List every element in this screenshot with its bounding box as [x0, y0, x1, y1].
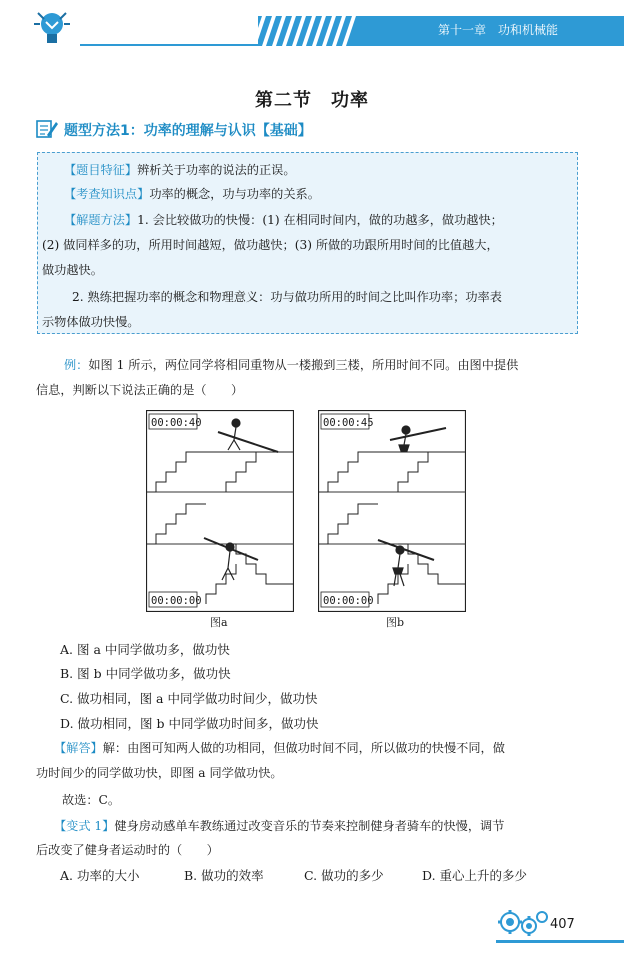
variant-option-d: D. 重心上升的多少: [422, 868, 528, 883]
variant-option-c: C. 做功的多少: [304, 868, 384, 883]
variant-option-b: B. 做功的效率: [184, 868, 264, 883]
gears-icon: [496, 904, 552, 944]
knowledge-text: 功率的概念，功与功率的关系。: [149, 187, 320, 201]
option-b: B. 图 b 中同学做功多，做功快: [60, 666, 231, 681]
answer-tag: 【解答】: [54, 741, 103, 755]
variant-option-a: A. 功率的大小: [60, 868, 140, 883]
option-a: A. 图 a 中同学做功多，做功快: [60, 642, 230, 657]
footer-rule: [496, 940, 624, 943]
box-method-line4: 2. 熟练把握功率的概念和物理意义：功与做功所用的时间之比叫作功率；功率表: [72, 290, 502, 304]
box-feature: [64, 158, 296, 182]
chapter-title: 第十一章 功和机械能: [438, 23, 559, 37]
figure-b-bottom-timer: 00:00:00: [323, 595, 374, 607]
box-method-line5: 示物体做功快慢。: [42, 315, 140, 329]
figure-a-bottom-timer: 00:00:00: [151, 595, 202, 607]
answer-text-1: 解：由图可知两人做的功相同，但做功时间不同，所以做功的快慢不同，做: [102, 741, 505, 755]
figure-a-top-timer: 00:00:40: [151, 417, 202, 429]
feature-text: 辨析关于功率的说法的正误。: [137, 163, 296, 177]
notepad-pen-icon: [35, 118, 59, 140]
option-c: C. 做功相同，图 a 中同学做功时间少，做功快: [60, 691, 318, 706]
box-method-line3: 做功越快。: [42, 263, 103, 277]
answer-line1: [54, 736, 505, 760]
figure-b-top-timer: 00:00:45: [323, 417, 374, 429]
example-line1: [64, 353, 518, 377]
example-line2: 信息，判断以下说法正确的是（ ）: [36, 383, 244, 397]
variant-text-1: 健身房动感单车教练通过改变音乐的节奏来控制健身者骑车的快慢，调节: [114, 819, 505, 833]
answer-choice: 故选：C。: [62, 793, 121, 807]
feature-tag: 【题目特征】: [64, 163, 138, 177]
lightbulb-logo-icon: [30, 10, 74, 50]
variant-line2: 后改变了健身者运动时的（ ）: [36, 843, 219, 857]
method-text-1: 1. 会比较做功的快慢：(1) 在相同时间内，做的功越多，做功越快；: [137, 213, 503, 227]
box-knowledge: [64, 182, 320, 206]
method-tag: 【解题方法】: [64, 213, 138, 227]
box-method-line1: [64, 208, 503, 232]
page-number: 407: [550, 917, 575, 932]
example-text-1: 如图 1 所示，两位同学将相同重物从一楼搬到三楼，所用时间不同。由图中提供: [88, 358, 519, 372]
variant-line1: [54, 814, 504, 838]
example-tag: 例：: [64, 358, 89, 372]
figure-b-label: 图b: [386, 616, 405, 629]
answer-line2: 功时间少的同学做功快，即图 a 同学做功快。: [36, 766, 283, 780]
method-title: 题型方法1：功率的理解与认识【基础】: [64, 123, 312, 139]
figure-a-label: 图a: [210, 616, 228, 629]
section-title: 第二节 功率: [255, 90, 369, 111]
box-method-line2: (2) 做同样多的功，所用时间越短，做功越快；(3) 所做的功跟所用时间的比值越大，: [42, 238, 499, 252]
knowledge-tag: 【考查知识点】: [64, 187, 150, 201]
variant-tag: 【变式 1】: [54, 819, 115, 833]
figure-a-stairs: [146, 410, 294, 612]
option-d: D. 做功相同，图 b 中同学做功时间多，做功快: [60, 716, 319, 731]
figure-b-stairs: [318, 410, 466, 612]
